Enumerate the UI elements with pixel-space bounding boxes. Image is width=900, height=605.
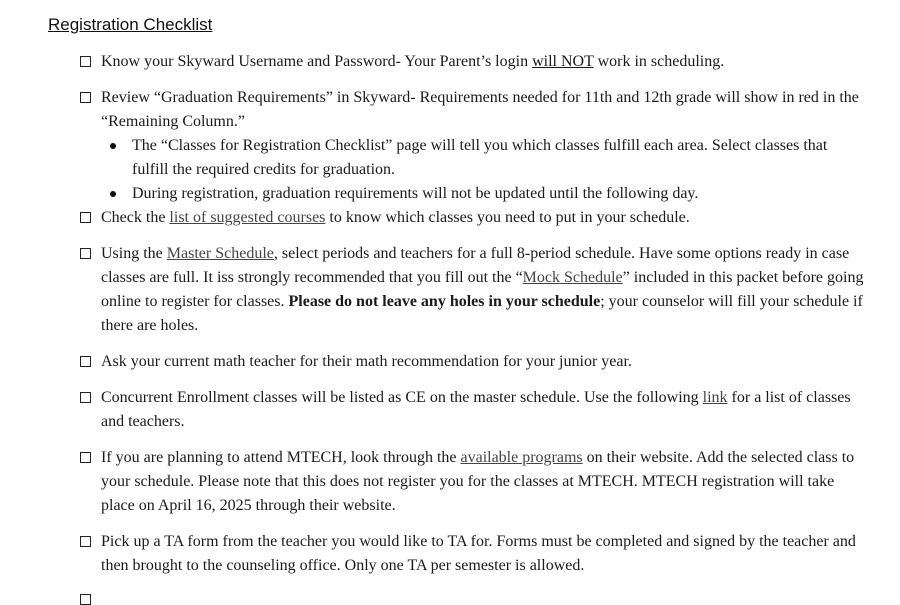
holes-warning: Please do not leave any holes in your schedule — [288, 293, 601, 310]
item-text: Using the Master Schedule, select periods and teachers for a full 8-period schedule. Have some options ready in case classes are full. It iss strongly recommended that you fill out the “Mock Schedule” included in this packet before going online to register for classes. Please do not leave any holes in your schedule; your counselor will fill your schedule if there are holes. — [101, 245, 864, 334]
item-text: Concurrent Enrollment classes will be listed as CE on the master schedule. Use the following link for a list of classes and teachers. — [101, 389, 851, 430]
checklist-item-math-recommendation — [76, 350, 866, 374]
item-text: Know your Skyward Username and Password- Your Parent’s login will NOT work in scheduling. — [101, 53, 725, 70]
bullet-item: During registration, graduation requirements will not be updated until the following day. — [132, 182, 866, 206]
checkbox-icon[interactable] — [80, 92, 91, 103]
list-of-suggested-courses-link[interactable]: list of suggested courses — [169, 209, 326, 226]
checklist — [76, 50, 866, 578]
page-title: Registration Checklist — [48, 15, 213, 34]
item-text: If you are planning to attend MTECH, look through the available programs on their website. Add the selected class to your schedule. Please note that this does not register you for the classes at MTECH. MTECH registration will take place on April 16, 2025 through their website. — [101, 449, 855, 514]
classes-for-registration-checklist-link[interactable]: Classes for Registration Checklist — [167, 137, 386, 154]
bullet-item: The “Classes for Registration Checklist” page will tell you which classes fulfill each area. Select classes that fulfill the required credits for graduation. — [132, 134, 866, 182]
item-text: Review “Graduation Requirements” in Skyward- Requirements needed for 11th and 12th grade will show in red in the “Remaining Column.” — [101, 89, 859, 130]
master-schedule-link[interactable]: Master Schedule — [166, 245, 274, 262]
checkbox-icon[interactable] — [80, 212, 91, 223]
checkbox-icon[interactable] — [80, 536, 91, 547]
checklist-item-ta-form — [76, 530, 866, 578]
checklist-item-skyward-login — [76, 50, 866, 74]
checkbox-icon[interactable] — [80, 56, 91, 67]
mock-schedule-link[interactable]: Mock Schedule — [522, 269, 623, 286]
checklist-item-mtech — [76, 446, 866, 518]
checkbox-icon[interactable] — [80, 392, 91, 403]
bullet-icon — [110, 143, 116, 149]
checkbox-icon[interactable] — [80, 452, 91, 463]
checklist-item-master-schedule — [76, 242, 866, 338]
checkbox-icon[interactable] — [80, 356, 91, 367]
emphasis-will-not: will NOT — [532, 53, 594, 70]
item-text: Pick up a TA form from the teacher you would like to TA for. Forms must be completed and signed by the teacher and then brought to the counseling office. Only one TA per semester is allowed. — [101, 533, 856, 574]
item-text: Check the list of suggested courses to know which classes you need to put in your schedule. — [101, 209, 690, 226]
checklist-item-graduation-requirements — [76, 86, 866, 206]
checklist-item-suggested-courses — [76, 206, 866, 230]
checklist-item-concurrent-enrollment — [76, 386, 866, 434]
bullet-icon — [110, 191, 116, 197]
concurrent-enrollment-link[interactable]: link — [702, 389, 728, 406]
available-programs-link[interactable]: available programs — [460, 449, 583, 466]
item-text: Ask your current math teacher for their math recommendation for your junior year. — [101, 353, 632, 370]
checkbox-icon[interactable] — [80, 248, 91, 259]
